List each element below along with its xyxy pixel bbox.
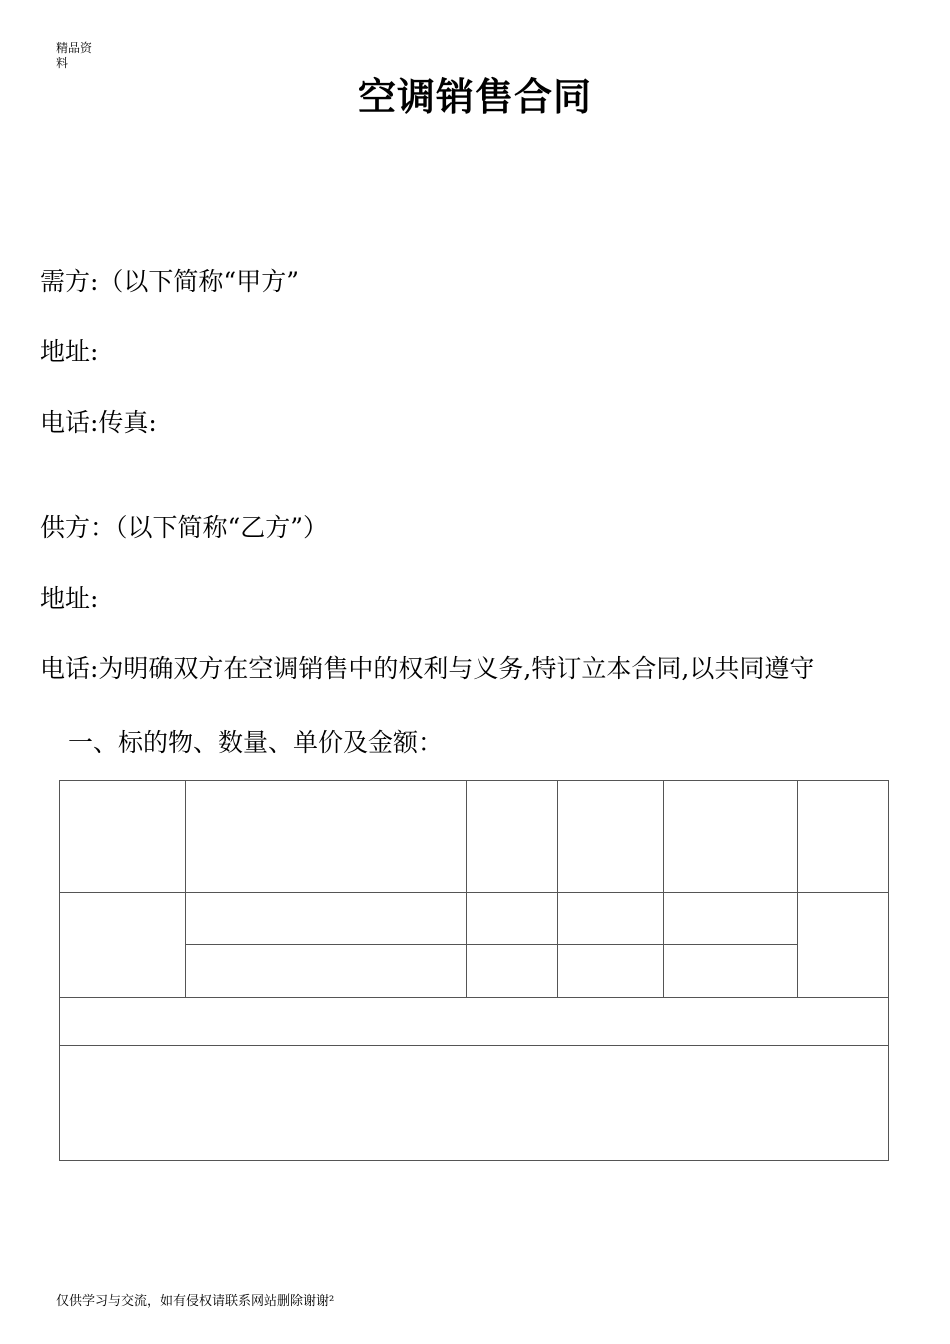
table-header-row: [60, 781, 889, 893]
table-total-row: [60, 998, 889, 1046]
table-cell: [558, 945, 664, 998]
table-cell: [186, 945, 467, 998]
buyer-address-line: 地址:: [40, 337, 99, 366]
table-cell: [60, 1046, 889, 1161]
table-cell: [60, 781, 186, 893]
table-row: [60, 893, 889, 945]
table-cell: [798, 893, 889, 998]
document-title: 空调销售合同: [357, 75, 592, 119]
table-cell: [60, 893, 186, 998]
table-cell: [798, 781, 889, 893]
table-cell: [664, 945, 798, 998]
corner-tag: 精品资料: [56, 41, 93, 70]
footer-note: 仅供学习与交流，如有侵权请联系网站删除谢谢²: [56, 1294, 335, 1309]
seller-address-line: 地址:: [40, 584, 99, 613]
clause-1-heading: 一、标的物、数量、单价及金额：: [68, 728, 444, 757]
table-cell: [558, 893, 664, 945]
table-notes-row: [60, 1046, 889, 1161]
table-cell: [186, 781, 467, 893]
goods-table: [59, 780, 889, 1161]
table-cell: [664, 781, 798, 893]
table-cell: [664, 893, 798, 945]
seller-contact-line: 电话:为明确双方在空调销售中的权利与义务,特订立本合同,以共同遵守: [40, 654, 815, 683]
table-cell: [60, 998, 889, 1046]
table-cell: [467, 945, 558, 998]
seller-line: 供方：（以下简称“乙方”）: [40, 513, 329, 542]
table-cell: [186, 893, 467, 945]
buyer-line: 需方:（以下简称“甲方”: [40, 267, 299, 296]
table-cell: [558, 781, 664, 893]
table-cell: [467, 893, 558, 945]
table-cell: [467, 781, 558, 893]
buyer-contact-line: 电话:传真:: [40, 408, 157, 437]
